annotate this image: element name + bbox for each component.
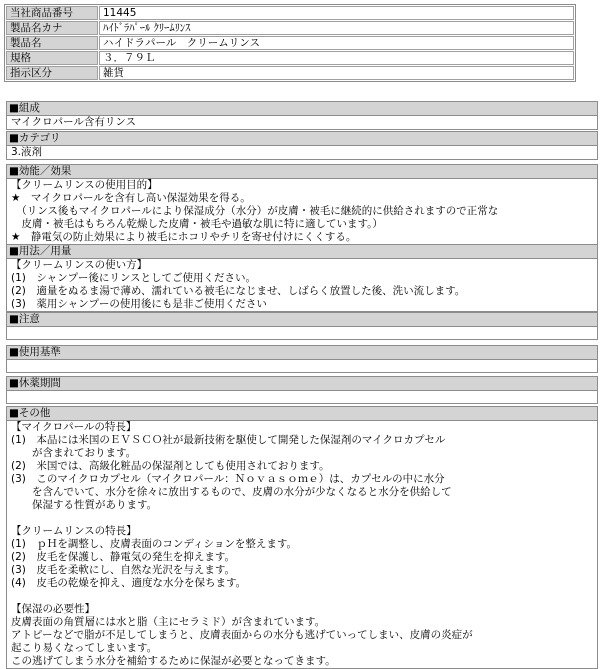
section-category bbox=[6, 131, 598, 160]
section-line: (2) 適量をぬるま湯で薄め、濡れている被毛になじませ、しばらく放置した後、洗い流します。 bbox=[11, 285, 466, 297]
section-line: (2) 米国では、高級化粧品の保湿剤としても使用されております。 bbox=[11, 460, 330, 472]
section-composition bbox=[6, 101, 598, 130]
product-info-table bbox=[4, 4, 576, 82]
section-body bbox=[7, 421, 597, 668]
section-line: 3.液剤 bbox=[11, 146, 43, 158]
section-line: アトピーなどで脂が不足してしまうと、皮膚表面からの水分も逃げていってしまい、皮膚の炎症が bbox=[11, 629, 473, 641]
info-row-category bbox=[6, 66, 574, 80]
section-header: ■用法／用量 bbox=[7, 245, 597, 259]
section-line: (3) 薬用シャンプーの使用後にも是非ご使用ください bbox=[11, 298, 267, 310]
section-body bbox=[7, 179, 597, 244]
info-label: 当社商品番号 bbox=[6, 6, 98, 20]
section-line: 保湿する性質があります。 bbox=[11, 499, 158, 511]
info-value: 11445 bbox=[99, 6, 574, 20]
section-line: (1) ｐＨを調整し、皮膚表面のコンディションを整えます。 bbox=[11, 538, 297, 550]
section-header: ■カテゴリ bbox=[7, 132, 597, 146]
section-header: ■効能／効果 bbox=[7, 165, 597, 179]
section-line: (1) シャンプー後にリンスとしてご使用ください。 bbox=[11, 272, 257, 284]
section-line: （リンス後もマイクロパールにより保湿成分（水分）が皮膚・被毛に継続的に供給されますので正常な bbox=[11, 205, 499, 217]
section-header: ■使用基準 bbox=[7, 346, 597, 360]
section-body bbox=[7, 146, 597, 159]
section-line: (1) 本品には米国のＥＶＳＣＯ社が最新技術を駆使して開発した保湿剤のマイクロカプセル bbox=[11, 434, 446, 446]
section-line: ★ マイクロパールを含有し高い保湿効果を得る。 bbox=[11, 192, 251, 204]
section-withdrawal-period bbox=[6, 376, 598, 404]
section-body bbox=[7, 327, 597, 339]
section-line: (3) このマイクロカプセル（マイクロパール：Ｎｏｖａｓｏｍｅ）は、カプセルの中に水分 bbox=[11, 473, 445, 485]
info-value: ﾊｲﾄﾞﾗﾊﾟｰﾙ ｸﾘｰﾑﾘﾝｽ bbox=[99, 21, 574, 35]
info-value: ハイドラパール クリームリンス bbox=[99, 36, 574, 50]
section-line: 【クリームリンスの特長】 bbox=[11, 525, 137, 537]
section-line: (2) 皮毛を保護し、静電気の発生を抑えます。 bbox=[11, 551, 236, 563]
section-line: 皮膚・被毛はもちろん乾燥した皮膚・被毛や過敏な肌に特に適しています。） bbox=[11, 218, 383, 230]
section-line bbox=[11, 590, 593, 603]
section-usage-standard bbox=[6, 345, 598, 373]
section-header: ■休薬期間 bbox=[7, 377, 597, 391]
info-label: 製品名 bbox=[6, 36, 98, 50]
info-label: 規格 bbox=[6, 51, 98, 65]
info-row-product-number bbox=[6, 6, 574, 20]
section-body bbox=[7, 360, 597, 372]
section-line: 起こり易くなってしまいます。 bbox=[11, 642, 158, 654]
section-line bbox=[11, 512, 593, 525]
section-line: 【保湿の必要性】 bbox=[11, 603, 95, 615]
section-header: ■組成 bbox=[7, 102, 597, 116]
info-label: 製品名カナ bbox=[6, 21, 98, 35]
section-other bbox=[6, 406, 598, 669]
section-usage bbox=[6, 244, 598, 312]
section-header: ■注意 bbox=[7, 313, 597, 327]
section-line: 【クリームリンスの使用目的】 bbox=[11, 179, 158, 191]
section-line: (3) 皮毛を柔軟にし、自然な光沢を与えます。 bbox=[11, 564, 236, 576]
section-line: マイクロパール含有リンス bbox=[11, 116, 137, 128]
section-line: ★ 静電気の防止効果により被毛にホコリやチリを寄せ付けにくくする。 bbox=[11, 231, 357, 243]
info-value: 雑貨 bbox=[99, 66, 574, 80]
info-row-product-name bbox=[6, 36, 574, 50]
info-label: 指示区分 bbox=[6, 66, 98, 80]
info-value: ３．７９Ｌ bbox=[99, 51, 574, 65]
section-body bbox=[7, 259, 597, 311]
section-line: を含んでいて、水分を徐々に放出するもので、皮膚の水分が少なくなると水分を供給して bbox=[11, 486, 452, 498]
section-line: 皮膚表面の角質層には水と脂（主にセラミド）が含まれています。 bbox=[11, 616, 326, 628]
info-row-spec bbox=[6, 51, 574, 65]
info-row-kana-name bbox=[6, 21, 574, 35]
section-line: 【マイクロパールの特長】 bbox=[11, 421, 137, 433]
section-header: ■その他 bbox=[7, 407, 597, 421]
section-body bbox=[7, 391, 597, 403]
section-caution bbox=[6, 312, 598, 340]
section-body bbox=[7, 116, 597, 129]
section-line: この逃げてしまう水分を補給するために保湿が必要となってきます。 bbox=[11, 655, 336, 667]
section-efficacy bbox=[6, 164, 598, 245]
section-line: 【クリームリンスの使い方】 bbox=[11, 259, 148, 271]
section-line: が含まれております。 bbox=[11, 447, 137, 459]
section-line: (4) 皮毛の乾燥を抑え、適度な水分を保ちます。 bbox=[11, 577, 247, 589]
